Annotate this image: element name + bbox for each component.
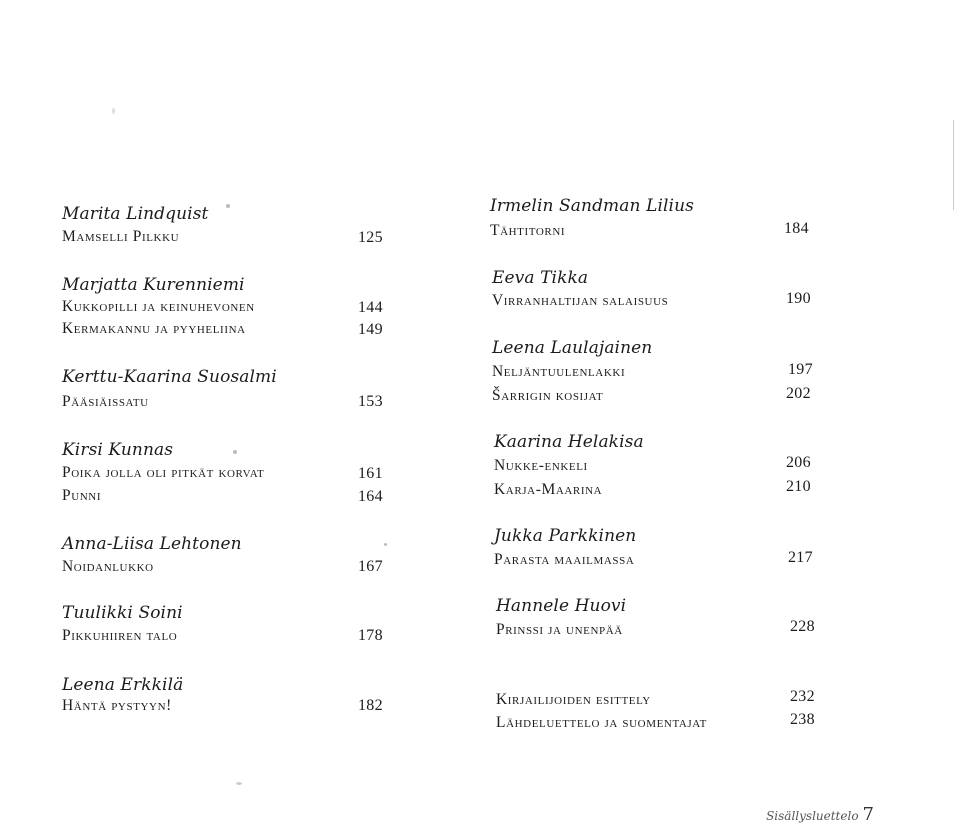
toc-title: Prinssi ja unenpää: [496, 621, 623, 638]
toc-title: Pikkuhiiren talo: [62, 627, 178, 644]
toc-title: Tähtitorni: [490, 222, 566, 239]
toc-title: Poika jolla oli pitkät korvat: [62, 464, 265, 481]
toc-title: Nukke-enkeli: [494, 457, 588, 474]
page-number: 7: [862, 804, 874, 825]
toc-author: Leena Laulajainen: [492, 338, 653, 358]
toc-author: Kaarina Helakisa: [494, 432, 644, 452]
toc-author: Kerttu-Kaarina Suosalmi: [62, 367, 277, 387]
toc-page-number: 178: [358, 627, 383, 644]
scan-speck: [236, 782, 242, 785]
toc-title: Karja-Maarina: [494, 481, 603, 498]
toc-title: Kukkopilli ja keinuhevonen: [62, 298, 255, 315]
toc-author: Marita Lindquist: [62, 204, 209, 224]
toc-page-number: 149: [358, 321, 383, 338]
scan-speck: [226, 204, 230, 208]
toc-title: Parasta maailmassa: [494, 551, 635, 568]
toc-page-number: 190: [786, 290, 811, 307]
toc-page-number: 238: [790, 711, 815, 728]
toc-page-number: 161: [358, 465, 383, 482]
toc-author: Irmelin Sandman Lilius: [490, 196, 694, 216]
toc-page-number: 228: [790, 618, 815, 635]
toc-title: Punni: [62, 487, 102, 504]
toc-page-number: 167: [358, 558, 383, 575]
toc-title: Pääsiäissatu: [62, 393, 149, 410]
toc-title: Šarrigin kosijat: [492, 387, 604, 404]
scan-speck: [112, 108, 115, 114]
toc-author: Hannele Huovi: [496, 596, 627, 616]
footer-label: Sisällysluettelo: [766, 809, 859, 823]
toc-page-number: 153: [358, 393, 383, 410]
toc-title: Häntä pystyyn!: [62, 697, 172, 714]
toc-page-number: 217: [788, 549, 813, 566]
toc-page-number: 232: [790, 688, 815, 705]
toc-page-number: 206: [786, 454, 811, 471]
scan-speck: [384, 543, 387, 546]
scan-speck: [233, 450, 237, 454]
toc-page-number: 197: [788, 361, 813, 378]
toc-title: Noidanlukko: [62, 558, 154, 575]
toc-author: Marjatta Kurenniemi: [62, 275, 245, 295]
toc-page-number: 125: [358, 229, 383, 246]
toc-appendix-title: Lähdeluettelo ja suomentajat: [496, 714, 707, 731]
toc-author: Kirsi Kunnas: [62, 440, 174, 460]
scan-edge-line: [953, 120, 954, 210]
page-footer: [766, 804, 874, 825]
toc-page-number: 184: [784, 220, 809, 237]
toc-page-number: 210: [786, 478, 811, 495]
toc-title: Neljäntuulenlakki: [492, 363, 626, 380]
toc-author: Leena Erkkilä: [62, 675, 184, 695]
toc-author: Anna-Liisa Lehtonen: [62, 534, 242, 554]
toc-page-number: 164: [358, 488, 383, 505]
toc-author: Tuulikki Soini: [62, 603, 183, 623]
toc-author: Jukka Parkkinen: [494, 526, 637, 546]
toc-author: Eeva Tikka: [492, 268, 589, 288]
toc-page-number: 144: [358, 299, 383, 316]
toc-page-number: 182: [358, 697, 383, 714]
toc-page-number: 202: [786, 385, 811, 402]
toc-title: Kermakannu ja pyyheliina: [62, 320, 246, 337]
toc-title: Virranhaltijan salaisuus: [492, 292, 669, 309]
toc-appendix-title: Kirjailijoiden esittely: [496, 691, 651, 708]
toc-title: Mamselli Pilkku: [62, 228, 180, 245]
